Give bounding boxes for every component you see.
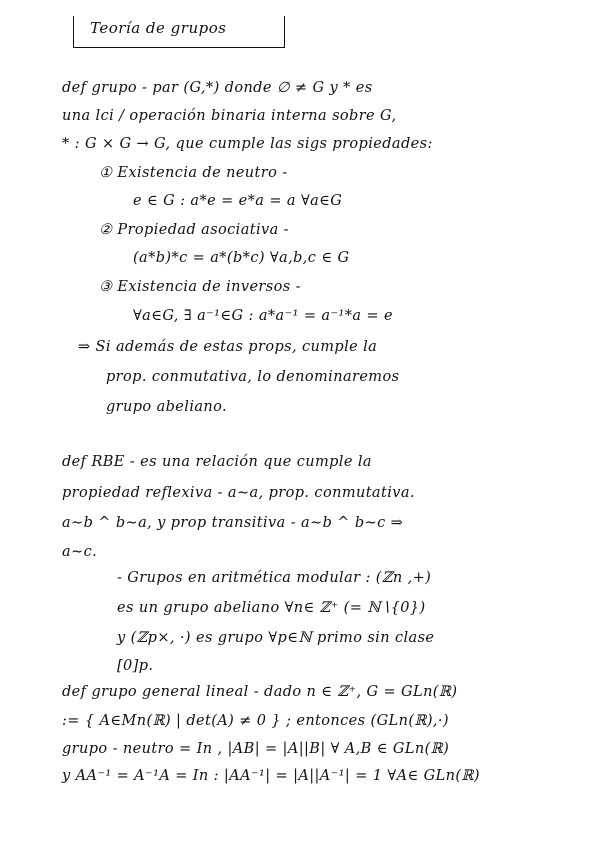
property-neutral-heading: ① Existencia de neutro - [99, 165, 288, 181]
def-rbe-line-4: a∼c. [62, 544, 98, 560]
property-inverse-heading: ③ Existencia de inversos - [99, 279, 301, 295]
def-rbe-line-2: propiedad reflexiva - a∼a, prop. conmutativa. [62, 485, 415, 501]
property-neutral-formula: e ∈ G : a*e = e*a = a ∀a∈G [133, 193, 343, 209]
def-grupo-line-2: una lci / operación binaria interna sobre G, [62, 108, 397, 124]
def-gl-line-2: := { A∈Mn(ℝ) | det(A) ≠ 0 } ; entonces (GLn(ℝ),·) [62, 713, 449, 729]
abelian-note-line-1: ⇒ Si además de estas props, cumple la [78, 339, 378, 355]
def-gl-line-4: y AA⁻¹ = A⁻¹A = In : |AA⁻¹| = |A||A⁻¹| = 1 ∀A∈ GLn(ℝ) [62, 768, 480, 784]
def-grupo-line-3: * : G × G → G, que cumple las sigs propiedades: [62, 136, 433, 152]
abelian-note-line-3: grupo abeliano. [106, 399, 228, 415]
abelian-note-line-2: prop. conmutativa, lo denominaremos [106, 369, 400, 385]
modular-groups-line-2: es un grupo abeliano ∀n∈ ℤ⁺ (= ℕ∖{0}) [117, 600, 426, 616]
def-gl-line-3: grupo - neutro = In , |AB| = |A||B| ∀ A,B ∈ GLn(ℝ) [62, 741, 450, 757]
modular-groups-line-4: [0]p. [117, 658, 154, 674]
property-associative-formula: (a*b)*c = a*(b*c) ∀a,b,c ∈ G [133, 250, 350, 266]
property-associative-heading: ② Propiedad asociativa - [99, 222, 289, 238]
def-grupo-line-1: def grupo - par (G,*) donde ∅ ≠ G y * es [62, 80, 373, 96]
property-inverse-formula: ∀a∈G, ∃ a⁻¹∈G : a*a⁻¹ = a⁻¹*a = e [133, 308, 393, 324]
def-rbe-line-3: a∼b ^ b∼a, y prop transitiva - a∼b ^ b∼c ⇒ [62, 515, 404, 531]
modular-groups-line-3: y (ℤp×, ·) es grupo ∀p∈ℕ primo sin clase [117, 630, 435, 646]
def-rbe-line-1: def RBE - es una relación que cumple la [62, 454, 372, 470]
page-title: Teoría de grupos [90, 19, 227, 37]
def-gl-line-1: def grupo general lineal - dado n ∈ ℤ⁺, G = GLn(ℝ) [62, 684, 458, 700]
modular-groups-line-1: - Grupos en aritmética modular : (ℤn ,+) [117, 570, 432, 586]
